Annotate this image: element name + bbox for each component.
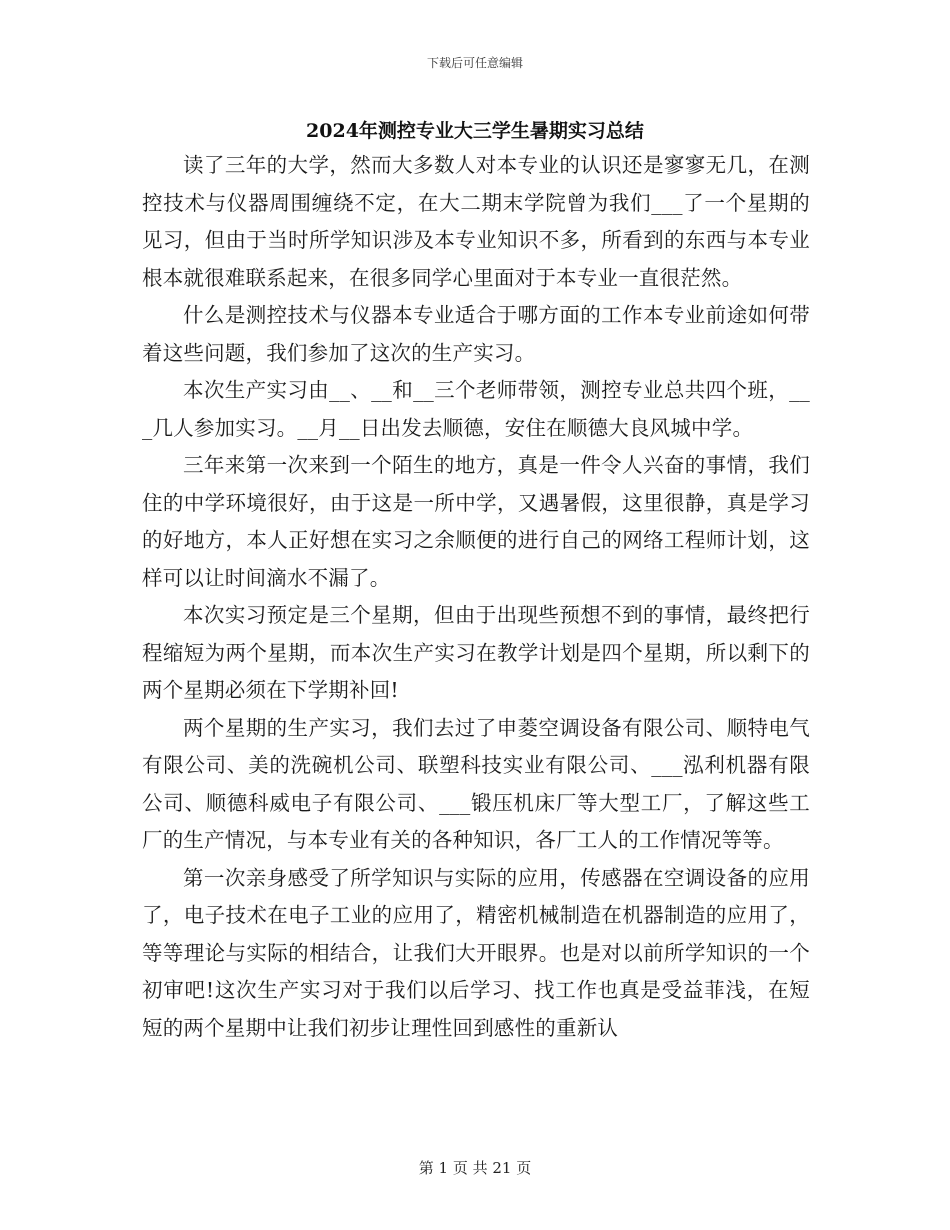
header-note: 下载后可任意编辑 xyxy=(426,56,523,70)
document-body xyxy=(142,147,810,1047)
paragraph: 读了三年的大学，然而大多数人对本专业的认识还是寥寥无几，在测控技术与仪器周围缠绕不定，在大二期末学院曾为我们___了一个星期的见习，但由于当时所学知识涉及本专业知识不多，所看到的东西与本专业根本就很难联系起来，在很多同学心里面对于本专业一直很茫然。 xyxy=(142,153,810,290)
page-number: 第 1 页 共 21 页 xyxy=(418,1159,532,1177)
paragraph: 三年来第一次来到一个陌生的地方，真是一件令人兴奋的事情，我们住的中学环境很好，由于这是一所中学，又遇暑假，这里很静，真是学习的好地方，本人正好想在实习之余顺便的进行自己的网络工程师计划，这样可以让时间滴水不漏了。 xyxy=(142,453,810,590)
paragraph: 两个星期的生产实习，我们去过了申菱空调设备有限公司、顺特电气有限公司、美的洗碗机公司、联塑科技实业有限公司、___泓利机器有限公司、顺德科威电子有限公司、___锻压机床厂等大型工厂，了解这些工厂的生产情况，与本专业有关的各种知识，各厂工人的工作情况等等。 xyxy=(142,715,810,852)
paragraph: 本次生产实习由__、__和__三个老师带领，测控专业总共四个班，___几人参加实习。__月__日出发去顺德，安住在顺德大良风城中学。 xyxy=(142,378,810,440)
paragraph: 什么是测控技术与仪器本专业适合于哪方面的工作本专业前途如何带着这些问题，我们参加了这次的生产实习。 xyxy=(142,303,810,365)
paragraph: 本次实习预定是三个星期，但由于出现些预想不到的事情，最终把行程缩短为两个星期，而本次生产实习在教学计划是四个星期，所以剩下的两个星期必须在下学期补回! xyxy=(142,603,810,702)
paragraph: 第一次亲身感受了所学知识与实际的应用，传感器在空调设备的应用了，电子技术在电子工业的应用了，精密机械制造在机器制造的应用了，等等理论与实际的相结合，让我们大开眼界。也是对以前所学知识的一个初审吧!这次生产实习对于我们以后学习、找工作也真是受益菲浅，在短短的两个星期中让我们初步让理性回到感性的重新认 xyxy=(142,865,810,1040)
document-title: 2024年测控专业大三学生暑期实习总结 xyxy=(306,120,644,142)
